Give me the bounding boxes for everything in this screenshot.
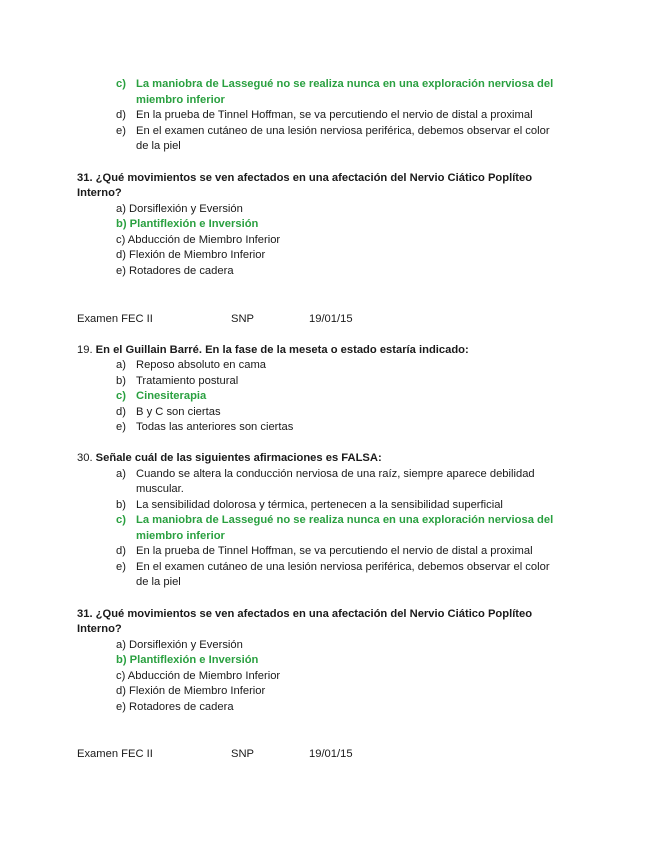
q30-option-c: c) La maniobra de Lassegué no se realiza nunca en una exploración nerviosa del: [116, 514, 554, 526]
q19-option-d: d) B y C son ciertas: [116, 406, 221, 418]
q30-option-b: b) La sensibilidad dolorosa y térmica, pertenecen a la sensibilidad superficial: [116, 499, 503, 511]
q30-option-e-cont: de la piel: [136, 576, 181, 588]
q31b-option-d: d) Flexión de Miembro Inferior: [116, 685, 266, 697]
q31a-option-e: e) Rotadores de cadera: [116, 265, 234, 277]
header-exam-2: Examen FEC II: [77, 748, 153, 760]
q31b-option-a: a) Dorsiflexión y Eversión: [116, 639, 243, 651]
q31a-option-c: c) Abducción de Miembro Inferior: [116, 234, 281, 246]
q30-option-a: a) Cuando se altera la conducción nerviosa de una raíz, siempre aparece debilidad: [116, 468, 535, 480]
q31b-title-line2: Interno?: [77, 623, 122, 635]
q19-option-e: e) Todas las anteriores son ciertas: [116, 421, 294, 433]
q31b-title-line1: 31. ¿Qué movimientos se ven afectados en una afectación del Nervio Ciático Poplíteo: [77, 608, 533, 620]
q19-option-a: a) Reposo absoluto en cama: [116, 359, 266, 371]
q19-option-c: c) Cinesiterapia: [116, 390, 207, 402]
top-option-d: d) En la prueba de Tinnel Hoffman, se va percutiendo el nervio de distal a proximal: [116, 109, 533, 121]
q31b-option-e: e) Rotadores de cadera: [116, 701, 234, 713]
q31b-option-b: b) Plantiflexión e Inversión: [116, 654, 259, 666]
top-option-e: e) En el examen cutáneo de una lesión nerviosa periférica, debemos observar el color: [116, 125, 550, 137]
q19-title: 19. En el Guillain Barré. En la fase de la meseta o estado estaría indicado:: [77, 344, 469, 356]
q31a-option-a: a) Dorsiflexión y Eversión: [116, 203, 243, 215]
q31b-option-c: c) Abducción de Miembro Inferior: [116, 670, 281, 682]
q30-option-d: d) En la prueba de Tinnel Hoffman, se va percutiendo el nervio de distal a proximal: [116, 545, 533, 557]
header-unit-1: SNP: [231, 313, 255, 325]
q31a-option-b: b) Plantiflexión e Inversión: [116, 218, 259, 230]
q19-option-b: b) Tratamiento postural: [116, 375, 239, 387]
top-option-c-cont: miembro inferior: [136, 94, 225, 106]
top-option-c: c) La maniobra de Lassegué no se realiza nunca en una exploración nerviosa del: [116, 78, 554, 90]
top-option-e-cont: de la piel: [136, 140, 181, 152]
header-unit-2: SNP: [231, 748, 255, 760]
q30-option-c-cont: miembro inferior: [136, 530, 225, 542]
header-date-1: 19/01/15: [309, 313, 353, 325]
q30-option-e: e) En el examen cutáneo de una lesión nerviosa periférica, debemos observar el color: [116, 561, 550, 573]
q31a-option-d: d) Flexión de Miembro Inferior: [116, 249, 266, 261]
q30-option-a-cont: muscular.: [136, 483, 184, 495]
q31a-title-line2: Interno?: [77, 187, 122, 199]
header-date-2: 19/01/15: [309, 748, 353, 760]
q31a-title-line1: 31. ¿Qué movimientos se ven afectados en una afectación del Nervio Ciático Poplíteo: [77, 172, 533, 184]
header-exam-1: Examen FEC II: [77, 313, 153, 325]
q30-title: 30. Señale cuál de las siguientes afirmaciones es FALSA:: [77, 452, 382, 464]
